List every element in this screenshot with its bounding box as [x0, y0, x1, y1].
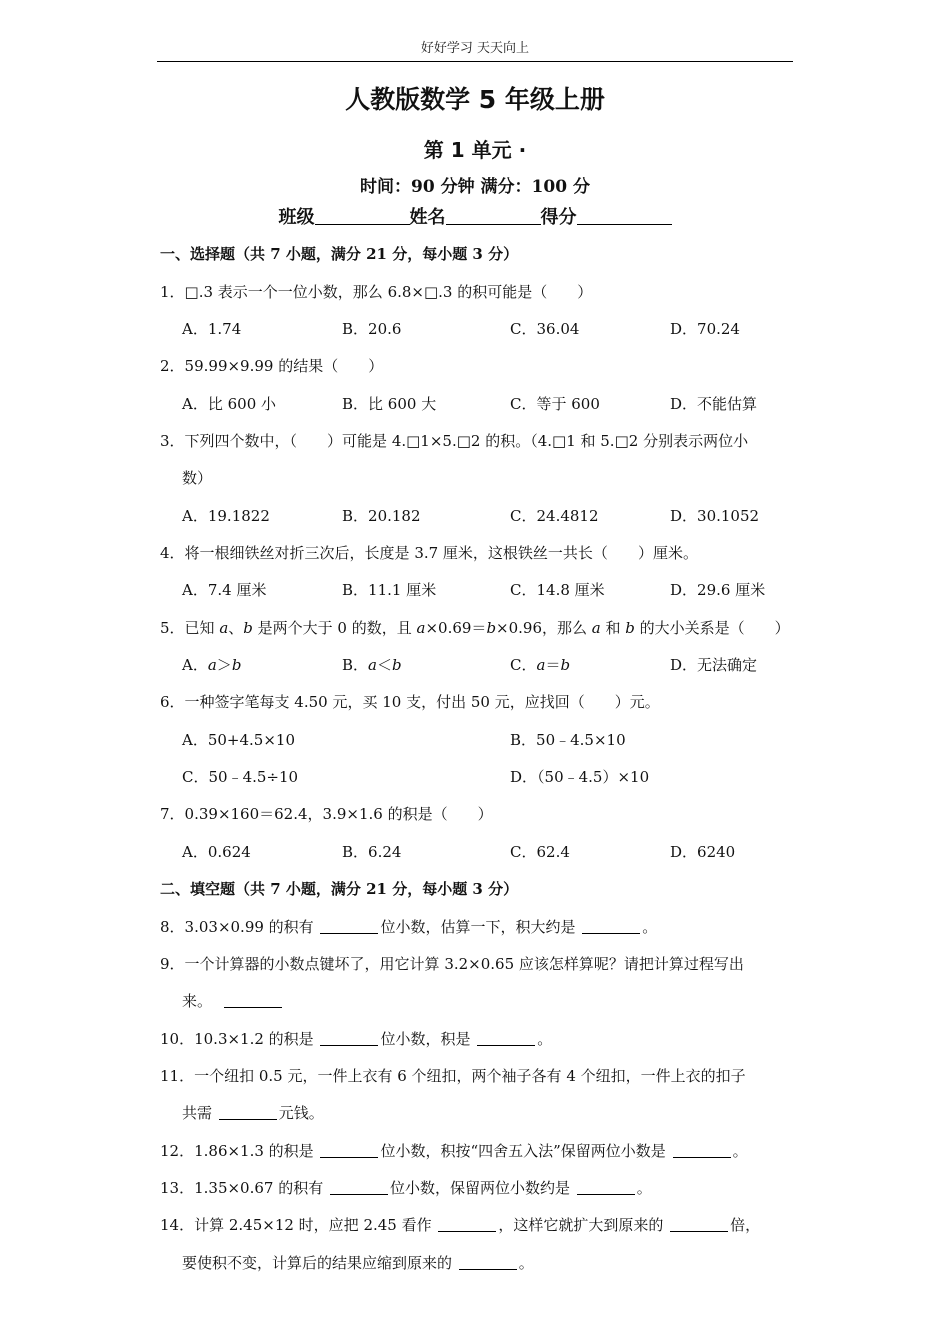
q4-option-c[interactable]: C．14.8 厘米 — [510, 581, 605, 599]
q10-blank-2[interactable] — [477, 1031, 535, 1046]
q7-option-d[interactable]: D．6240 — [670, 843, 736, 861]
question-8: 8．3.03×0.99 的积有 位小数，估算一下，积大约是 。 — [160, 918, 658, 936]
q7-option-c[interactable]: C．62.4 — [510, 843, 570, 861]
name-label: 姓名 — [409, 207, 446, 228]
time-score-line: 时间：90 分钟 满分：100 分 — [360, 177, 590, 197]
q1-option-c[interactable]: C．36.04 — [510, 320, 580, 338]
q3-option-a[interactable]: A．19.1822 — [182, 507, 270, 525]
question-12: 12．1.86×1.3 的积是 位小数，积按“四舍五入法”保留两位小数是 。 — [160, 1142, 748, 1160]
q5-option-d[interactable]: D．无法确定 — [670, 656, 758, 674]
question-6: 6．一种签字笔每支 4.50 元，买 10 支，付出 50 元，应找回（ ）元。 — [160, 693, 660, 711]
q5-option-c[interactable]: C．a＝b — [510, 656, 571, 674]
q10-blank-1[interactable] — [320, 1031, 378, 1046]
unit-subtitle: 第 1 单元 · — [423, 138, 527, 162]
question-9-line-1: 9．一个计算器的小数点键坏了，用它计算 3.2×0.65 应该怎样算呢？请把计算过程写出 — [160, 955, 744, 973]
question-4: 4．将一根细铁丝对折三次后，长度是 3.7 厘米，这根铁丝一共长（ ）厘米。 — [160, 544, 698, 562]
q7-option-b[interactable]: B．6.24 — [342, 843, 402, 861]
q4-option-a[interactable]: A．7.4 厘米 — [182, 581, 267, 599]
question-3-line-2: 数） — [182, 469, 213, 487]
q2-option-b[interactable]: B．比 600 大 — [342, 395, 437, 413]
q13-blank-1[interactable] — [330, 1180, 388, 1195]
page-header: 好好学习 天天向上 — [420, 41, 530, 56]
q3-option-d[interactable]: D．30.1052 — [670, 507, 760, 525]
class-blank[interactable] — [315, 207, 410, 225]
question-5: 5．已知 a、b 是两个大于 0 的数，且 a×0.69＝b×0.96，那么 a 和 b 的大小关系是（ ） — [160, 619, 790, 637]
q6-option-c[interactable]: C．50﹣4.5÷10 — [182, 768, 299, 786]
q13-blank-2[interactable] — [577, 1180, 635, 1195]
question-14-line-1: 14．计算 2.45×12 时，应把 2.45 看作 ，这样它就扩大到原来的 倍， — [160, 1216, 761, 1234]
q12-blank-2[interactable] — [673, 1143, 731, 1158]
q4-option-d[interactable]: D．29.6 厘米 — [670, 581, 766, 599]
q8-blank-1[interactable] — [320, 919, 378, 934]
header-divider — [157, 61, 793, 62]
q5-option-b[interactable]: B．a＜b — [342, 656, 402, 674]
q5-option-a[interactable]: A．a＞b — [182, 656, 242, 674]
q1-option-d[interactable]: D．70.24 — [670, 320, 740, 338]
q3-option-c[interactable]: C．24.4812 — [510, 507, 599, 525]
q6-option-a[interactable]: A．50+4.5×10 — [182, 731, 295, 749]
question-2: 2．59.99×9.99 的结果（ ） — [160, 357, 384, 375]
q1-option-a[interactable]: A．1.74 — [182, 320, 242, 338]
question-11-line-1: 11．一个纽扣 0.5 元，一件上衣有 6 个纽扣，两个袖子各有 4 个纽扣，一件上衣的扣子 — [160, 1067, 746, 1085]
q8-blank-2[interactable] — [582, 919, 640, 934]
q9-blank[interactable] — [224, 993, 282, 1008]
q6-option-b[interactable]: B．50﹣4.5×10 — [510, 731, 626, 749]
page-title: 人教版数学 5 年级上册 — [345, 85, 605, 114]
q6-option-d[interactable]: D．（50﹣4.5）×10 — [510, 768, 650, 786]
question-13: 13．1.35×0.67 的积有 位小数，保留两位小数约是 。 — [160, 1179, 652, 1197]
q11-blank[interactable] — [219, 1105, 277, 1120]
q14-blank-2[interactable] — [670, 1217, 728, 1232]
question-3-line-1: 3．下列四个数中，（ ）可能是 4.□1×5.□2 的积。（4.□1 和 5.□2 分别表示两位小 — [160, 432, 749, 450]
question-7: 7．0.39×160＝62.4，3.9×1.6 的积是（ ） — [160, 805, 493, 823]
score-label: 得分 — [540, 207, 577, 228]
question-14-line-2: 要使积不变，计算后的结果应缩到原来的 。 — [182, 1254, 534, 1272]
q2-option-d[interactable]: D．不能估算 — [670, 395, 758, 413]
name-blank[interactable] — [446, 207, 541, 225]
q1-option-b[interactable]: B．20.6 — [342, 320, 402, 338]
question-9-line-2: 来。 — [182, 990, 284, 1011]
question-1: 1．□.3 表示一个一位小数，那么 6.8×□.3 的积可能是（ ） — [160, 283, 593, 301]
question-11-line-2: 共需 元钱。 — [182, 1104, 324, 1122]
student-info-line — [0, 203, 950, 229]
q4-option-b[interactable]: B．11.1 厘米 — [342, 581, 437, 599]
score-blank[interactable] — [577, 207, 672, 225]
q7-option-a[interactable]: A．0.624 — [182, 843, 251, 861]
q14-blank-1[interactable] — [438, 1217, 496, 1232]
q14-blank-3[interactable] — [459, 1255, 517, 1270]
question-10: 10．10.3×1.2 的积是 位小数，积是 。 — [160, 1030, 553, 1048]
q2-option-c[interactable]: C．等于 600 — [510, 395, 600, 413]
class-label: 班级 — [278, 207, 315, 228]
section-choice-heading: 一、选择题（共 7 小题，满分 21 分，每小题 3 分） — [160, 245, 519, 263]
q2-option-a[interactable]: A．比 600 小 — [182, 395, 276, 413]
q3-option-b[interactable]: B．20.182 — [342, 507, 421, 525]
section-fill-heading: 二、填空题（共 7 小题，满分 21 分，每小题 3 分） — [160, 880, 519, 898]
q12-blank-1[interactable] — [320, 1143, 378, 1158]
